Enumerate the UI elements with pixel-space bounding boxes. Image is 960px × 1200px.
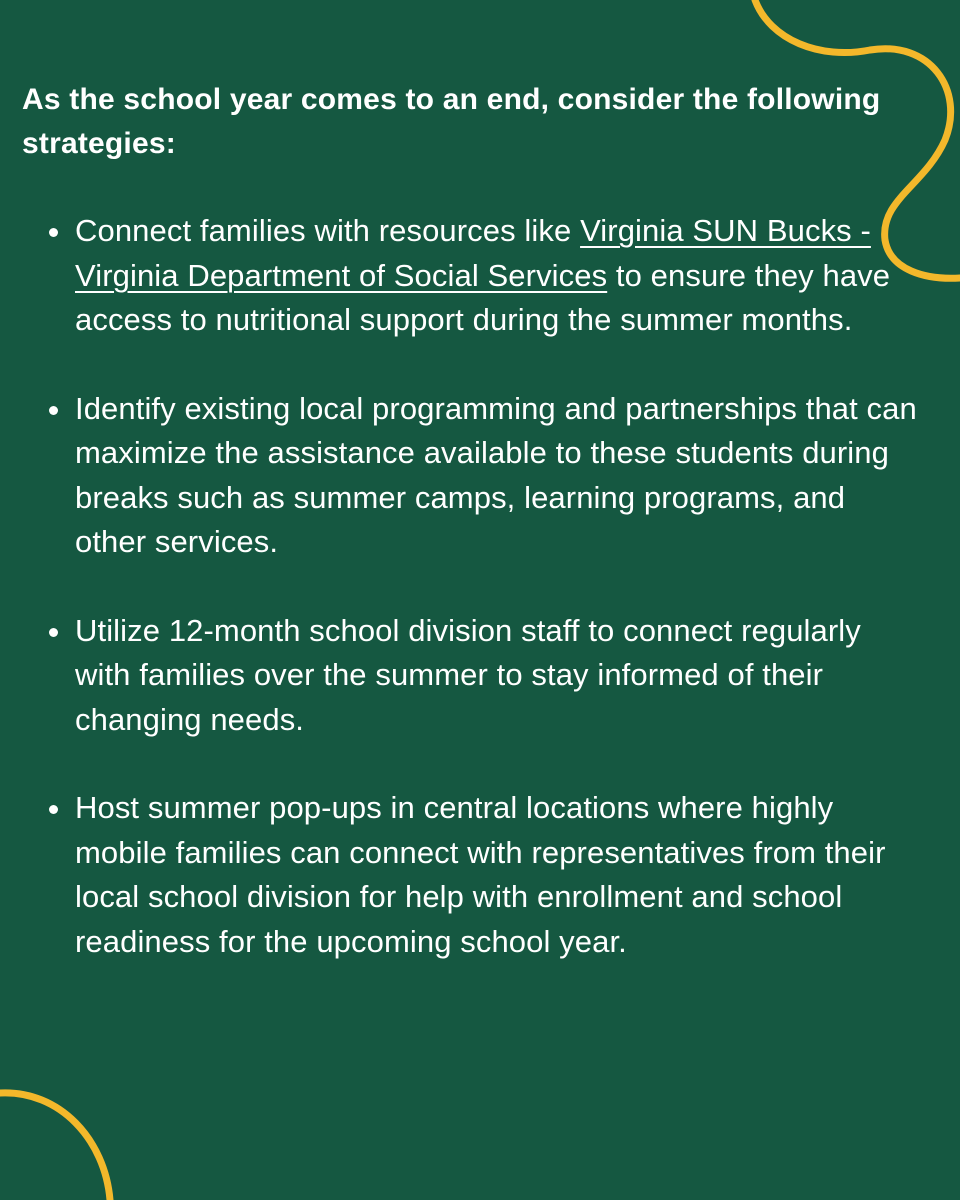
bullet-icon (49, 406, 58, 415)
strategy-item-nutrition (22, 209, 922, 343)
strategy-item-staff-outreach (22, 609, 922, 743)
strategy-text: Host summer pop-ups in central locations where highly mobile families can connect with representatives from their local school division for help with enrollment and school readiness for the upcoming school year. (75, 790, 886, 959)
bullet-icon (49, 628, 58, 637)
sun-bucks-link[interactable]: Virginia SUN Bucks - Virginia Department of Social Services (75, 213, 871, 293)
bullet-icon (49, 228, 58, 237)
main-content (22, 78, 922, 1008)
strategy-text-after: to ensure they have access to nutritional support during the summer months. (75, 257, 891, 337)
page-heading: As the school year comes to an end, consider the following strategies: (22, 83, 881, 160)
strategy-item-summer-popups (22, 786, 922, 964)
bottom-left-arc (0, 1093, 110, 1200)
strategy-text-before: Connect families with resources like (75, 213, 581, 248)
bullet-icon (49, 805, 58, 814)
strategy-item-local-programming (22, 387, 922, 565)
strategy-text: Utilize 12-month school division staff to connect regularly with families over the summer to stay informed of their changing needs. (75, 612, 861, 737)
strategy-text: Identify existing local programming and partnerships that can maximize the assistance available to these students during breaks such as summer camps, learning programs, and other services. (75, 390, 917, 559)
strategy-list (22, 209, 922, 964)
